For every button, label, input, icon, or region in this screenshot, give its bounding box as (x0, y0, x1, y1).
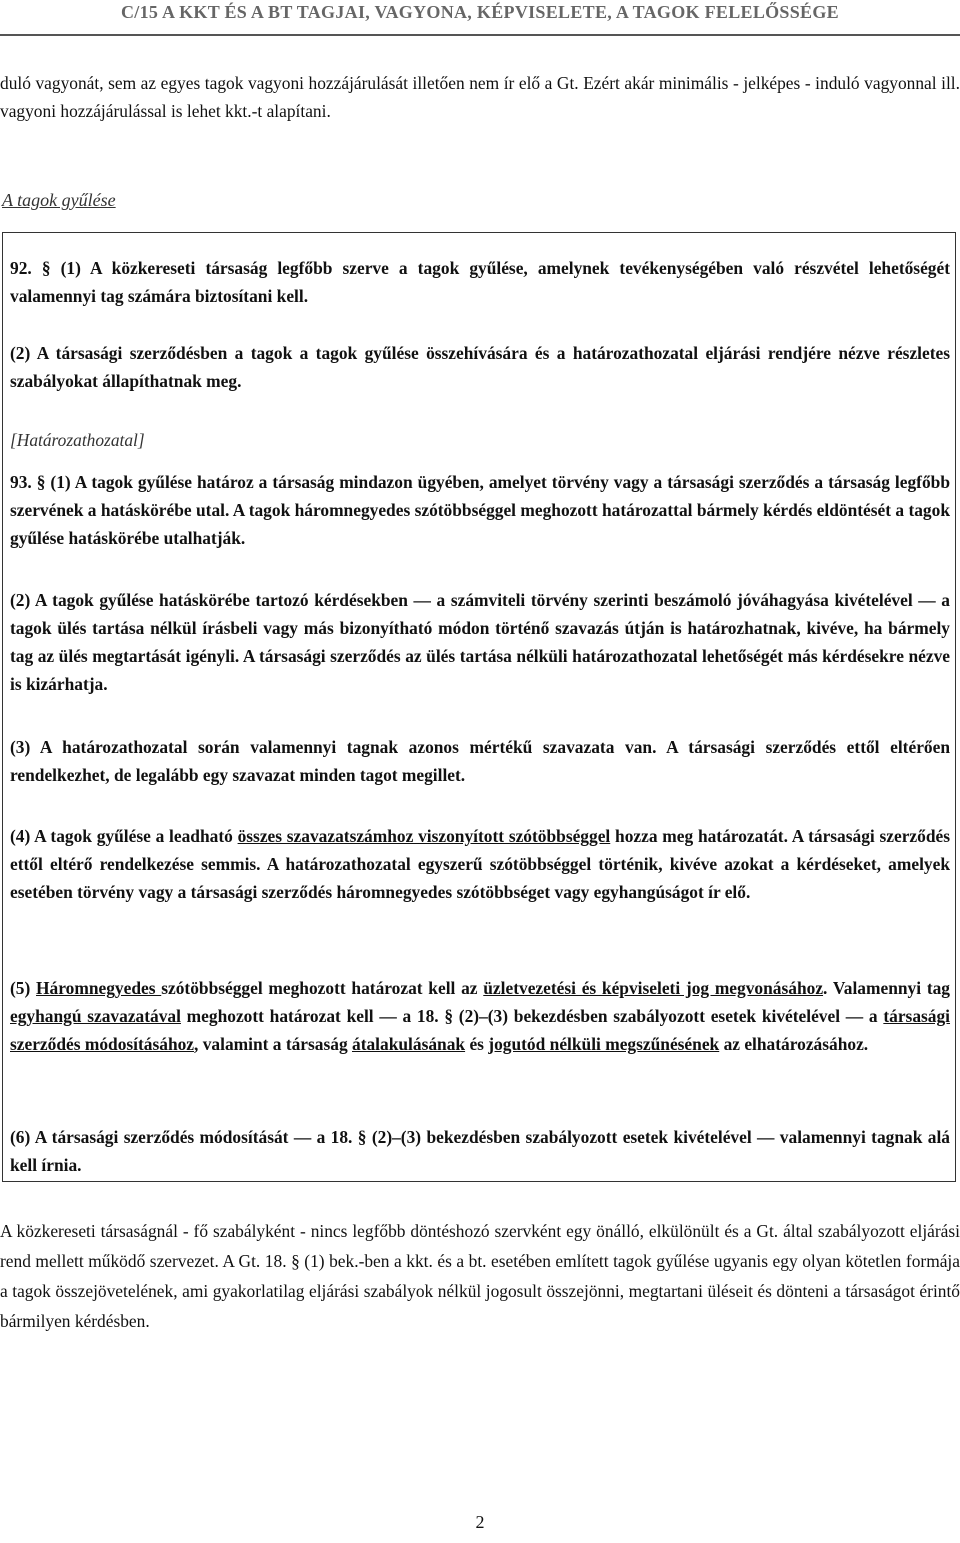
section-title: A tagok gyűlése (2, 190, 116, 210)
header-divider (0, 34, 960, 36)
text-run: (5) (10, 978, 37, 998)
s92-para-1: 92. § (1) A közkereseti társaság legfőbb szerve a tagok gyűlése, amelynek tevékenységében való részvétel lehetőségét valamennyi tag számára biztosítani kell. (10, 258, 950, 306)
underlined-text: átalakulásának (352, 1034, 466, 1054)
text-run: (4) A tagok gyűlése a leadható (10, 826, 238, 846)
s93-para-1: 93. § (1) A tagok gyűlése határoz a társaság mindazon ügyében, amelyet törvény vagy a társasági szerződés a társaság legfőbb szervének a hatáskörébe utal. A tagok háromnegyedes szótöbbséggel meghozott határozattal bármely kérdés eldöntését a tagok gyűlése hatáskörébe utalhatják. (10, 472, 950, 548)
s93-para-2: (2) A tagok gyűlése hatáskörébe tartozó kérdésekben — a számviteli törvény szerinti beszámoló jóváhagyása kivételével — a tagok ülés tartása nélkül írásbeli vagy más bizonyítható módon történő szavazás útján is határozhatnak, kivéve, ha bármely tag az ülés megtartását igényli. A társasági szerződés az ülés tartása nélküli határozathozatal lehetőségét más kérdésekre nézve is kizárhatja. (10, 590, 950, 694)
s93-para-5 (10, 974, 950, 1058)
text-run: az elhatározásához. (719, 1034, 869, 1054)
s93-title: [Határozathozatal] (10, 430, 145, 450)
underlined-text: üzletvezetési és képviseleti jog megvonásához (483, 978, 824, 998)
s93-para-6: (6) A társasági szerződés módosítását — a 18. § (2)–(3) bekezdésben szabályozott esetek kivételével — valamennyi tagnak alá kell írnia. (10, 1127, 950, 1175)
underlined-text: egyhangú szavazatával (10, 1006, 181, 1026)
text-run: . Valamennyi tag (823, 978, 950, 998)
s93-para-3: (3) A határozathozatal során valamennyi tagnak azonos mértékű szavazata van. A társasági szerződés ettől eltérően rendelkezhet, de legalább egy szavazat minden tagot megillet. (10, 737, 950, 785)
underlined-text: Háromnegyedes (36, 978, 162, 998)
page-header: C/15 A KKT ÉS A BT TAGJAI, VAGYONA, KÉPVISELETE, A TAGOK FELELŐSSÉGE (121, 2, 839, 22)
s93-para-4 (10, 822, 950, 906)
underlined-text: társasági szerződés módosításához (10, 1006, 951, 1054)
s92-para-2: (2) A társasági szerződésben a tagok a tagok gyűlése összehívására és a határozathozatal eljárási rendjére nézve részletes szabályokat állapíthatnak meg. (10, 343, 950, 391)
text-run: szótöbbséggel meghozott határozat kell az (161, 978, 484, 998)
text-run: hozza meg határozatát. A társasági szerződés ettől eltérő rendelkezése semmis. A határozathozatal egyszerű szótöbbséggel történik, kivéve azokat a kérdéseket, amelyek esetében törvény vagy a társasági szerződés háromnegyedes szótöbbséget vagy egyhangúságot ír elő. (10, 826, 951, 902)
text-run: , valamint a társaság (194, 1034, 352, 1054)
underlined-text: összes szavazatszámhoz viszonyított szótöbbséggel (237, 826, 611, 846)
text-run: és (465, 1034, 489, 1054)
closing-paragraph: A közkereseti társaságnál - fő szabályként - nincs legfőbb döntéshozó szervként egy önálló, elkülönült és a Gt. által szabályozott eljárási rend mellett működő szervezet. A Gt. 18. § (1) bek.-ben a kkt. és a bt. esetében említett tagok gyűlése ugyanis egy olyan kötetlen formája a tagok összejövetelének, ami gyakorlatilag eljárási szabályok nélkül jogosult összejönni, megtartani üléseit és dönteni a társaságot érintő bármilyen kérdésben. (0, 1221, 960, 1331)
page-number: 2 (475, 1512, 485, 1532)
underlined-text: jogutód nélküli megszűnésének (488, 1034, 720, 1054)
intro-paragraph: duló vagyonát, sem az egyes tagok vagyoni hozzájárulását illetően nem ír elő a Gt. Ezért akár minimális - jelképes - induló vagyonnal ill. vagyoni hozzájárulással is lehet kkt.-t alapítani. (0, 73, 960, 121)
text-run: meghozott határozat kell — a 18. § (2)–(3) bekezdésben szabályozott esetek kivételével — a (180, 1006, 884, 1026)
